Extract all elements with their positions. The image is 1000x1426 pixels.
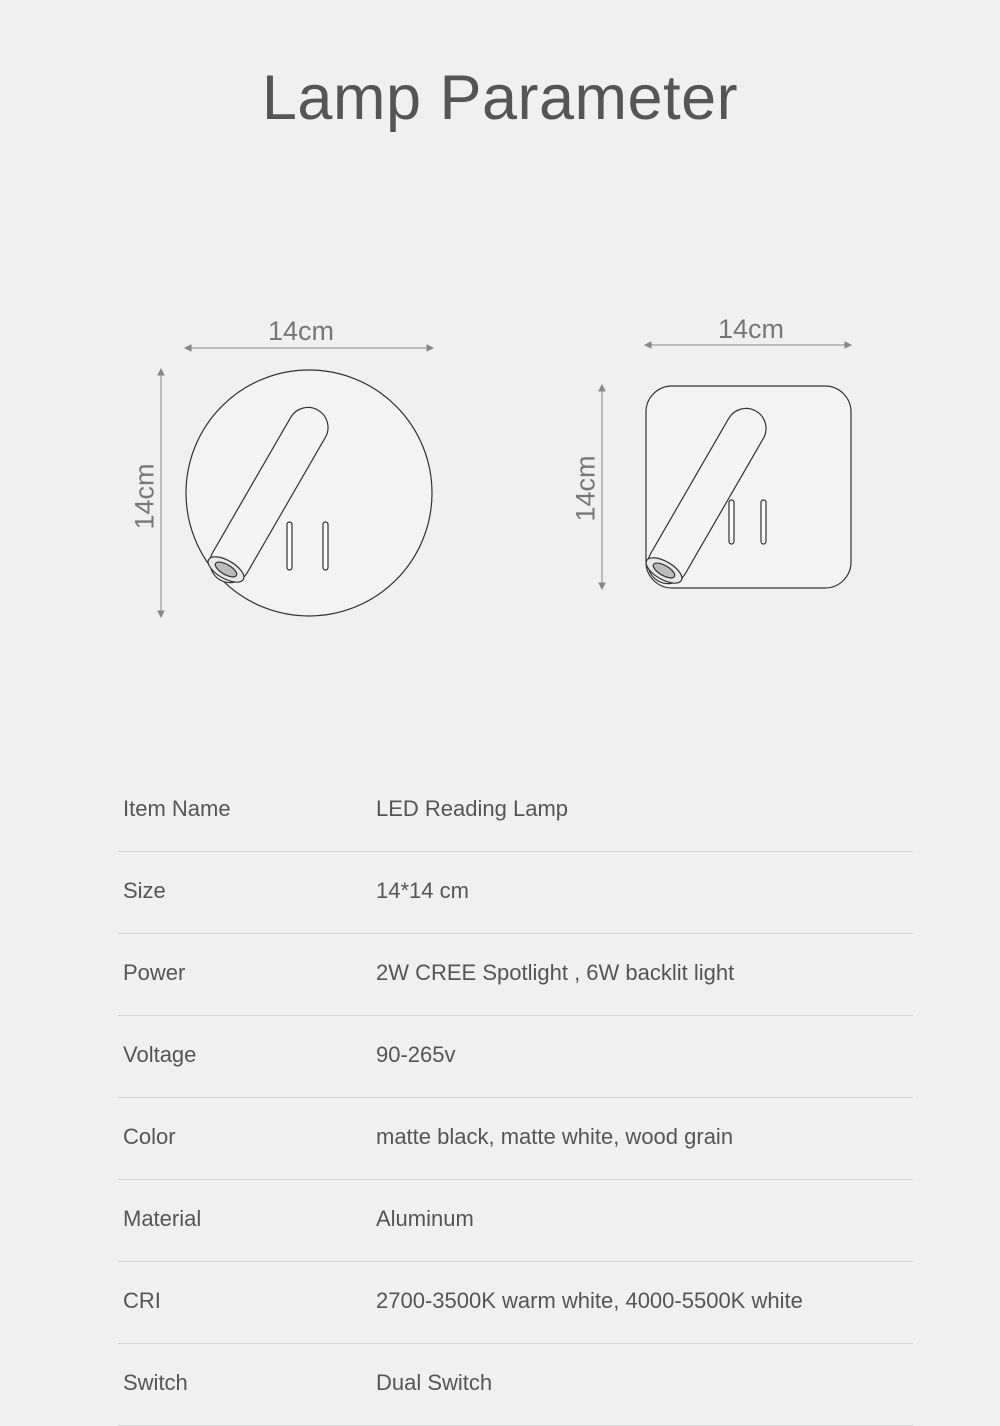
- spec-value: 2W CREE Spotlight , 6W backlit light: [376, 960, 735, 985]
- page-title: Lamp Parameter: [261, 63, 739, 133]
- spec-row-item-name: [118, 770, 913, 852]
- spec-key: Switch: [123, 1370, 188, 1395]
- square-lamp-drawing: [641, 386, 851, 591]
- lamp-dimension-drawings: [0, 0, 1000, 700]
- spec-key: Material: [123, 1206, 202, 1231]
- round-height-label: 14cm: [129, 463, 160, 530]
- spec-row-color: [118, 1098, 913, 1180]
- spec-table: [118, 770, 913, 1426]
- spec-value: Aluminum: [376, 1206, 474, 1231]
- round-lamp-drawing: [186, 370, 432, 616]
- spec-key: Voltage: [123, 1042, 197, 1067]
- spec-row-size: [118, 852, 913, 934]
- round-width-label: 14cm: [268, 316, 335, 346]
- spec-value: 90-265v: [376, 1042, 456, 1067]
- spec-value: LED Reading Lamp: [376, 796, 569, 821]
- spec-key: Power: [123, 960, 186, 985]
- spec-row-switch: [118, 1344, 913, 1426]
- spec-value: 14*14 cm: [376, 878, 469, 903]
- spec-value: 2700-3500K warm white, 4000-5500K white: [376, 1288, 803, 1313]
- spec-key: Color: [123, 1124, 176, 1149]
- spec-key: Size: [123, 878, 166, 903]
- spec-row-material: [118, 1180, 913, 1262]
- square-height-label: 14cm: [570, 455, 601, 522]
- square-width-label: 14cm: [718, 314, 785, 344]
- spec-value: Dual Switch: [376, 1370, 493, 1395]
- spec-key: Item Name: [123, 796, 231, 821]
- spec-value: matte black, matte white, wood grain: [376, 1124, 734, 1149]
- spec-row-cri: [118, 1262, 913, 1344]
- spec-key: CRI: [123, 1288, 161, 1313]
- spec-row-power: [118, 934, 913, 1016]
- spec-row-voltage: [118, 1016, 913, 1098]
